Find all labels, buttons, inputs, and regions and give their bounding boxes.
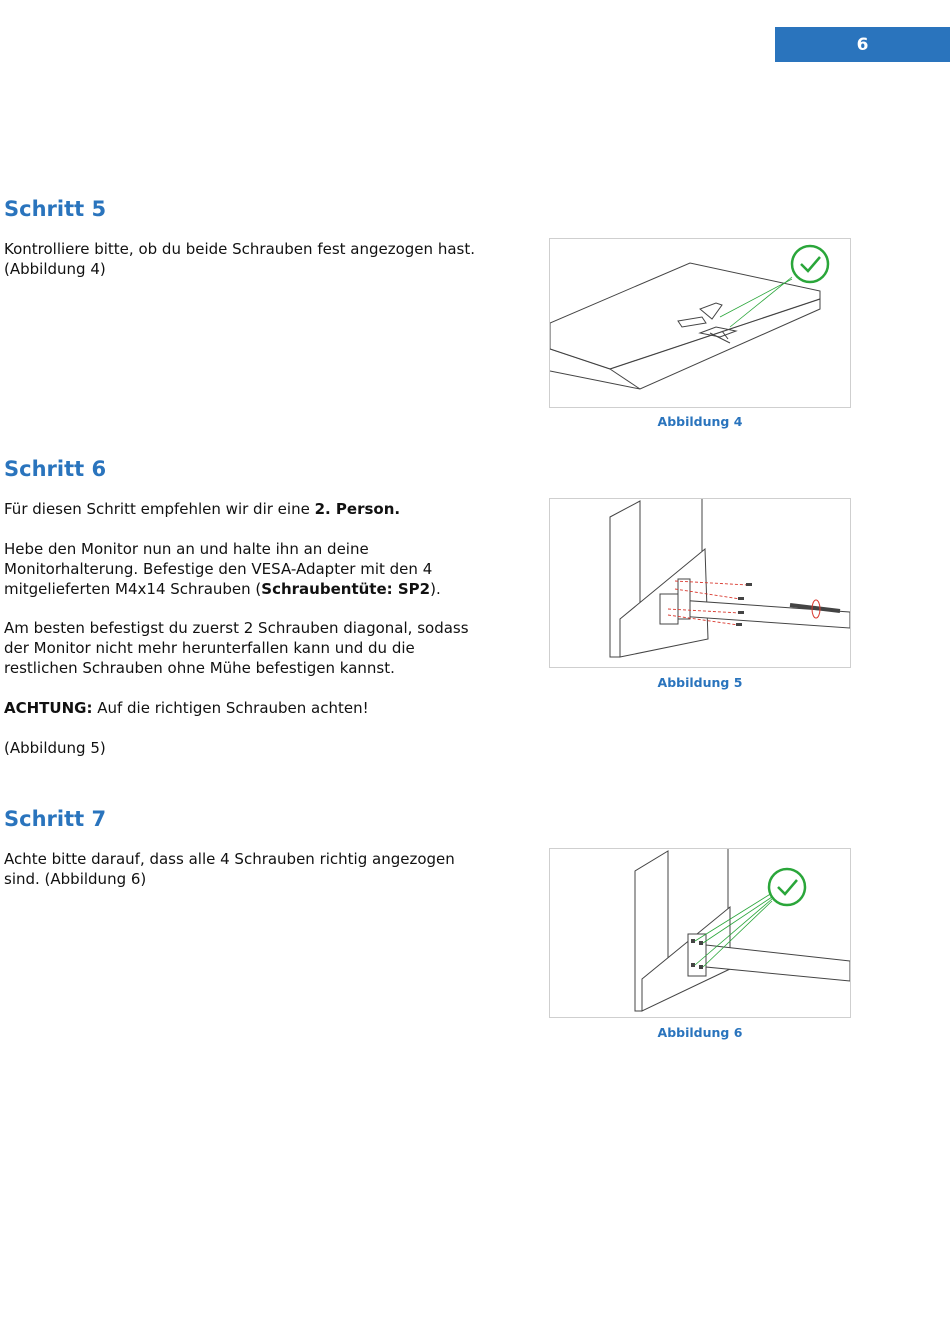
step-6-title: Schritt 6 bbox=[4, 457, 107, 481]
figure-5-caption: Abbildung 5 bbox=[657, 675, 743, 690]
step-7-title: Schritt 7 bbox=[4, 807, 107, 831]
step-7-text: Achte bitte darauf, dass alle 4 Schrauben richtig angezogen sind. (Abbildung 6) bbox=[4, 850, 455, 888]
step-5-text: Kontrolliere bitte, ob du beide Schrauben fest angezogen hast. (Abbildung 4) bbox=[4, 240, 475, 278]
step-5-title: Schritt 5 bbox=[4, 197, 107, 221]
checkmark-icon bbox=[792, 246, 828, 282]
step-6-paragraph-1: Für diesen Schritt empfehlen wir dir eine 2. Person. bbox=[4, 500, 401, 518]
figure-5-illustration bbox=[550, 499, 850, 667]
figure-6-illustration bbox=[550, 849, 850, 1017]
page-number-badge: 6 bbox=[775, 27, 950, 62]
step-6-figure-reference: (Abbildung 5) bbox=[4, 739, 106, 757]
checkmark-icon bbox=[769, 869, 805, 905]
figure-4-caption: Abbildung 4 bbox=[657, 414, 743, 429]
figure-6 bbox=[549, 848, 851, 1018]
step-6-warning: ACHTUNG: Auf die richtigen Schrauben achten! bbox=[4, 699, 369, 717]
figure-4 bbox=[549, 238, 851, 408]
figure-5 bbox=[549, 498, 851, 668]
step-6-paragraph-2: Hebe den Monitor nun an und halte ihn an deine Monitorhalterung. Befestige den VESA-Adapter mit den 4 mitgelieferten M4x14 Schrauben (Schraubentüte: SP2). bbox=[4, 540, 441, 598]
figure-4-illustration bbox=[550, 239, 850, 407]
figure-6-caption: Abbildung 6 bbox=[657, 1025, 743, 1040]
step-6-paragraph-3: Am besten befestigst du zuerst 2 Schrauben diagonal, sodass der Monitor nicht mehr herunterfallen kann und du die restlichen Schrauben ohne Mühe befestigen kannst. bbox=[4, 619, 469, 677]
